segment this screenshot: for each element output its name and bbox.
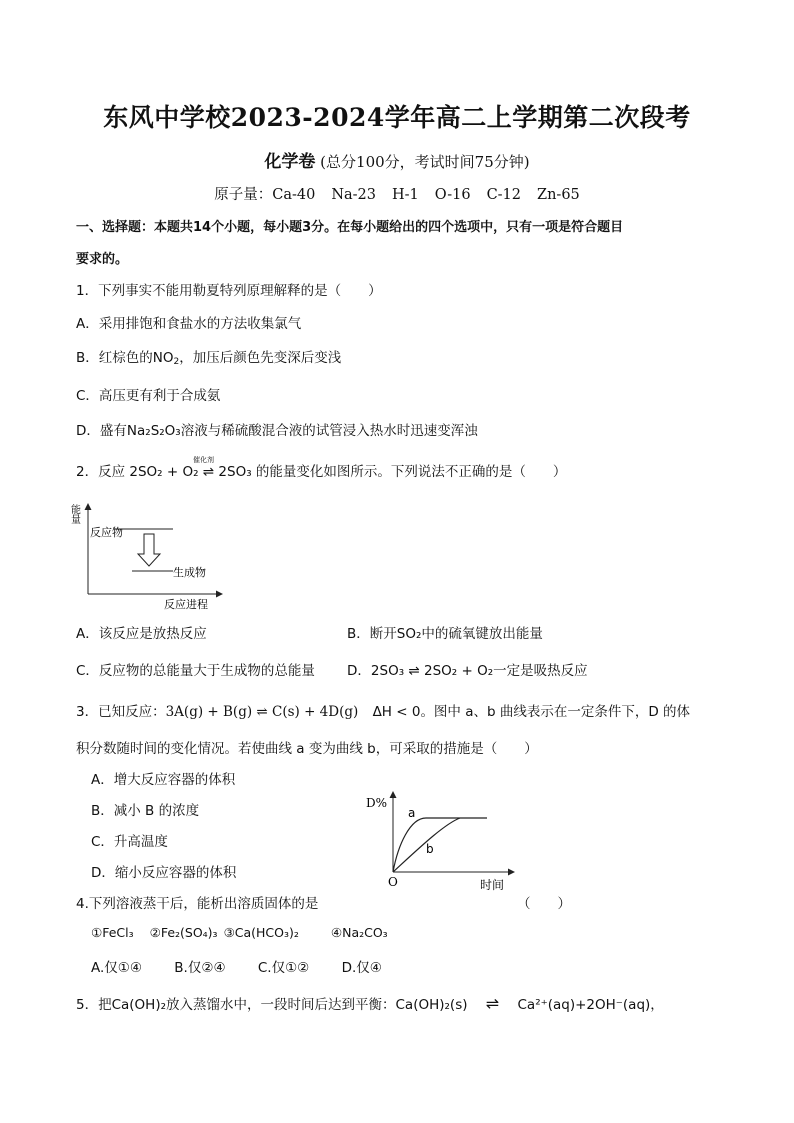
graph-x-label: 时间 [480, 878, 505, 892]
exam-subtitle [0, 147, 794, 172]
q3-option-b: B．减小 B 的浓度 [91, 803, 200, 819]
q5-stem-pre: 5．把Ca(OH)₂放入蒸馏水中，一段时间后达到平衡：Ca(OH)₂(s) [76, 997, 468, 1013]
q3-stem-pre: 3．已知反应： [76, 704, 166, 720]
exam-note: (总分100分，考试时间75分钟) [320, 153, 530, 171]
q4-stem: 4.下列溶液蒸干后，能析出溶质固体的是 [76, 896, 319, 912]
energy-x-label: 反应进程 [164, 598, 208, 611]
q4-item: ③Ca(HCO₃)₂ [223, 925, 299, 940]
section-heading [76, 216, 623, 267]
curve-a [393, 818, 487, 872]
q1-option-b [76, 346, 341, 367]
q1-stem: 1．下列事实不能用勒夏特列原理解释的是（ ） [76, 283, 382, 299]
section-heading-line2: 要求的。 [76, 252, 129, 267]
q4-options [91, 956, 382, 976]
q3-stem-line1 [76, 700, 690, 720]
atomic-mass-item: Ca-40 [272, 187, 316, 203]
no2-subscript: 2 [173, 357, 180, 367]
q5-stem [76, 993, 664, 1013]
q4-item: ④Na₂CO₃ [330, 925, 388, 940]
q4-option-b: B.仅②④ [174, 960, 226, 976]
atomic-masses-label: 原子量： [214, 187, 273, 203]
product-label: 生成物 [173, 566, 206, 579]
energy-y-label: 能量 [68, 504, 80, 524]
q2-option-d-post: 一定是吸热反应 [493, 663, 588, 679]
energy-drop-arrow [138, 534, 160, 566]
q4-items [91, 925, 388, 940]
atomic-mass-item: H-1 [392, 187, 419, 203]
q2-stem [76, 460, 566, 480]
atomic-mass-item: Na-23 [331, 187, 376, 203]
q3-enthalpy: ΔH < 0 [372, 704, 421, 720]
q4-item: ②Fe₂(SO₄)₃ [149, 925, 218, 940]
atomic-mass-item: O-16 [434, 187, 471, 203]
exam-title: 东风中学校2023-2024学年高二上学期第二次段考 [103, 103, 691, 132]
q1-option-c: C．高压更有利于合成氨 [76, 388, 221, 404]
q2-option-d-pre: D． [347, 663, 371, 679]
q2-stem-pre: 2．反应 [76, 464, 126, 480]
q3-equation: 3A(g) + B(g) ⇌ C(s) + 4D(g) [165, 704, 359, 720]
q4-item: ①FeCl₃ [91, 925, 134, 940]
q2-option-d-equation: 2SO₃ ⇌ 2SO₂ + O₂ [370, 663, 494, 679]
q5-equilibrium-arrow: ⇌ [485, 994, 500, 1013]
section-heading-line1: 一、选择题：本题共14个小题，每小题3分。在每小题给出的四个选项中，只有一项是符合题目 [76, 220, 624, 235]
d-percent-graph [362, 790, 522, 896]
no2-formula: NO [152, 350, 174, 366]
q4-option-d: D.仅④ [341, 960, 382, 976]
q3-stem-line2: 积分数随时间的变化情况。若使曲线 a 变为曲线 b，可采取的措施是（ ） [76, 741, 538, 757]
q3-option-a: A．增大反应容器的体积 [91, 772, 236, 788]
q3-stem-post: 。图中 a、b 曲线表示在一定条件下，D 的体 [420, 704, 691, 720]
q2-equation: 2SO₂ + O₂ ⇌ 2SO₃ [129, 464, 252, 480]
q1-option-d [76, 419, 478, 439]
curve-b-label: b [426, 842, 434, 856]
q5-rhs: Ca²⁺(aq)+2OH⁻(aq)， [517, 997, 664, 1013]
q4-option-a: A.仅①④ [91, 960, 142, 976]
graph-y-label: D% [366, 796, 388, 810]
q2-catalyst-label: 催化剂 [193, 456, 214, 464]
reactant-label: 反应物 [90, 526, 123, 539]
q1-option-b-post: ，加压后颜色先变深后变浅 [179, 350, 342, 366]
q3-option-c: C．升高温度 [91, 834, 168, 850]
atomic-mass-item: C-12 [486, 187, 522, 203]
q2-option-d [347, 659, 588, 679]
q1-option-a: A．采用排饱和食盐水的方法收集氯气 [76, 316, 302, 332]
atomic-masses [0, 183, 794, 204]
curve-a-label: a [408, 806, 416, 820]
q3-option-d: D．缩小反应容器的体积 [91, 865, 237, 881]
q2-option-b: B．断开SO₂中的硫氧键放出能量 [347, 626, 543, 642]
q1-option-d-post: 溶液与稀硫酸混合液的试管浸入热水时迅速变浑浊 [180, 423, 478, 439]
q1-option-b-pre: B．红棕色的 [76, 350, 153, 366]
atomic-mass-item: Zn-65 [537, 187, 580, 203]
subject-name: 化学卷 [264, 152, 316, 172]
q1-option-d-pre: D．盛有 [76, 423, 127, 439]
energy-diagram [70, 498, 230, 614]
q2-option-c: C．反应物的总能量大于生成物的总能量 [76, 663, 315, 679]
q2-stem-post: 的能量变化如图所示。下列说法不正确的是（ ） [255, 464, 567, 480]
q4-option-c: C.仅①② [257, 960, 310, 976]
thiosulfate-formula: Na₂S₂O₃ [126, 423, 181, 439]
q2-option-a: A．该反应是放热反应 [76, 626, 207, 642]
q4-answer-blank: （ ） [517, 896, 571, 912]
graph-origin-label: O [388, 875, 398, 889]
